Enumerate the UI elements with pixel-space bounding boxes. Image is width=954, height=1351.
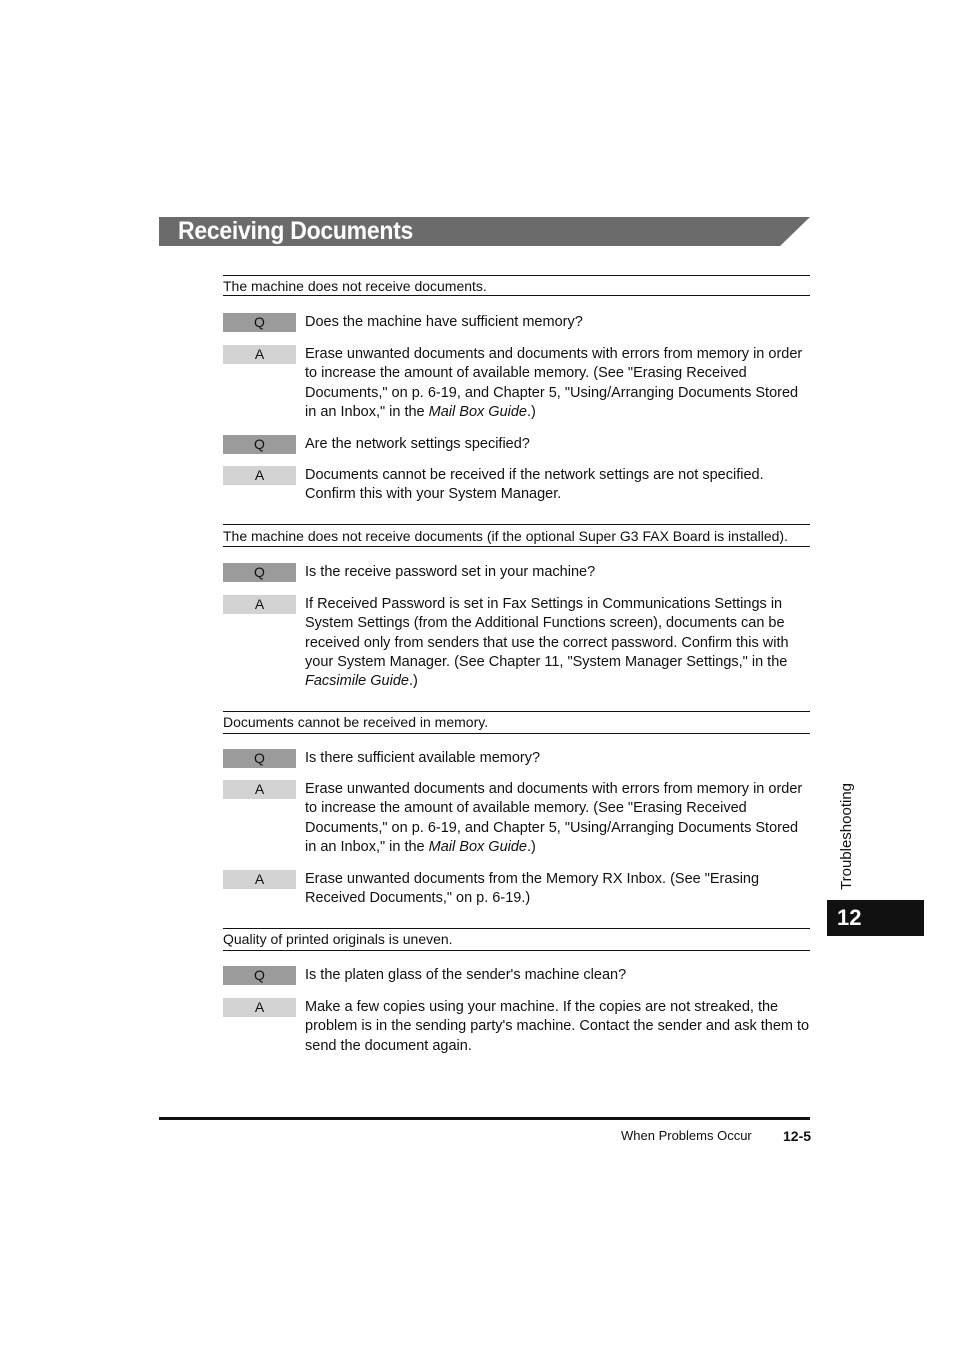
answer-text: Documents cannot be received if the network settings are not specified. Confirm this with your System Manager.	[305, 467, 764, 503]
a-tag: A	[223, 466, 296, 485]
question-text: Is the platen glass of the sender's machine clean?	[305, 967, 627, 983]
q-tag: Q	[223, 563, 296, 582]
footer-section-name: When Problems Occur	[621, 1128, 752, 1143]
section-heading: Documents cannot be received in memory.	[223, 711, 810, 734]
chapter-number-tab: 12	[827, 900, 924, 936]
question-text: Is the receive password set in your machine?	[305, 564, 596, 580]
question-text: Are the network settings specified?	[305, 436, 530, 452]
guide-reference: Mail Box Guide	[428, 838, 527, 855]
guide-reference: Mail Box Guide	[428, 403, 527, 420]
answer-text: Make a few copies using your machine. If the copies are not streaked, the problem is in the sending party's machine. Contact the sender and ask them to send the document again.	[305, 999, 810, 1054]
q-tag: Q	[223, 313, 296, 332]
footer-rule	[159, 1117, 810, 1120]
page-title: Receiving Documents	[178, 217, 414, 245]
answer-text: Erase unwanted documents and documents with errors from memory in order to increase the amount of available memory. (See "Erasing Received Documents," on p. 6-19, and Chapter 5, "Using/Arranging Documents Stored in an Inbox," in the Mail Box Guide.)	[305, 346, 803, 420]
q-tag: Q	[223, 749, 296, 768]
section-heading: The machine does not receive documents.	[223, 275, 810, 296]
chapter-side-label: Troubleshooting	[838, 782, 855, 890]
a-tag: A	[223, 870, 296, 889]
answer-text: If Received Password is set in Fax Settings in Communications Settings in System Settings (from the Additional Functions screen), documents can be received only from senders that use the correct password. Confirm this with your System Manager. (See Chapter 11, "System Manager Settings," in the Facsimile Guide.)	[305, 596, 789, 690]
answer-text: Erase unwanted documents and documents with errors from memory in order to increase the amount of available memory. (See "Erasing Received Documents," on p. 6-19, and Chapter 5, "Using/Arranging Documents Stored in an Inbox," in the Mail Box Guide.)	[305, 781, 803, 855]
q-tag: Q	[223, 966, 296, 985]
guide-reference: Facsimile Guide	[305, 673, 409, 690]
a-tag: A	[223, 998, 296, 1017]
question-text: Is there sufficient available memory?	[305, 750, 541, 766]
page-number: 12-5	[783, 1128, 812, 1144]
section-heading: Quality of printed originals is uneven.	[223, 928, 810, 951]
a-tag: A	[223, 780, 296, 799]
q-tag: Q	[223, 435, 296, 454]
question-text: Does the machine have sufficient memory?	[305, 314, 583, 330]
answer-text: Erase unwanted documents from the Memory RX Inbox. (See "Erasing Received Documents," on p. 6-19.)	[305, 871, 760, 907]
section-heading: The machine does not receive documents (if the optional Super G3 FAX Board is installed).	[223, 524, 810, 547]
a-tag: A	[223, 595, 296, 614]
a-tag: A	[223, 345, 296, 364]
